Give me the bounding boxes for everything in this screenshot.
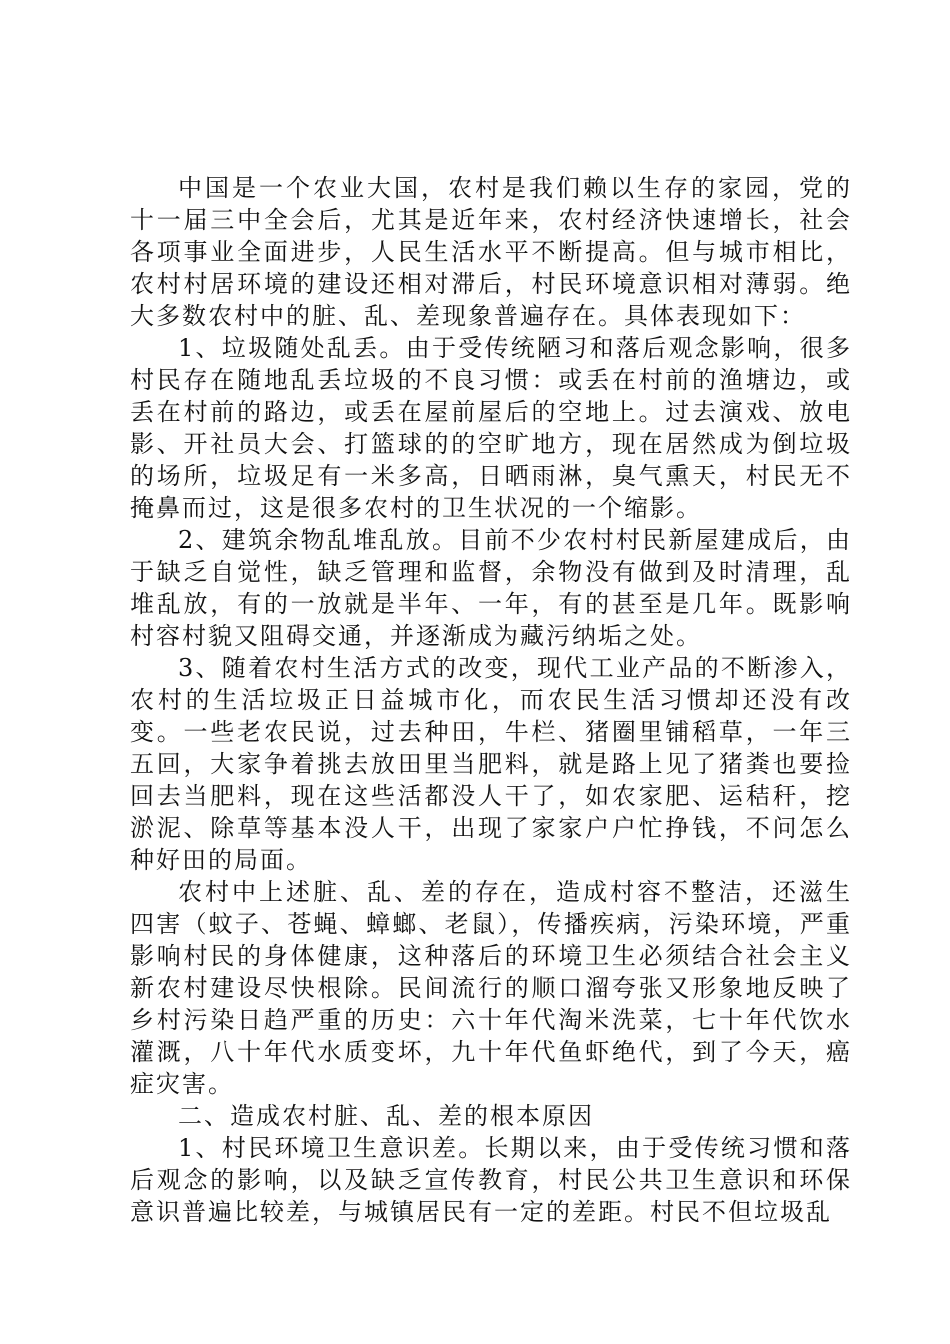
section-heading-root-causes: 二、造成农村脏、乱、差的根本原因 bbox=[178, 1102, 594, 1130]
paragraph-item-2-construction-waste: 2、建筑余物乱堆乱放。目前不少农村村民新屋建成后，由于缺乏自觉性，缺乏管理和监督，余物没有做到及时清理，乱堆乱放，有的一放就是半年、一年，有的甚至是几年。既影响村容村貌又阻碍交通，并逐渐成为藏污纳垢之处。 bbox=[130, 526, 852, 650]
paragraph-consequences: 农村中上述脏、乱、差的存在，造成村容不整洁，还滋生四害（蚊子、苍蝇、蟑螂、老鼠），传播疾病，污染环境，严重影响村民的身体健康，这种落后的环境卫生必须结合社会主义新农村建设尽快根除。民间流行的顺口溜夸张又形象地反映了乡村污染日趋严重的历史：六十年代淘米洗菜，七十年代饮水灌溉，八十年代水质变坏，九十年代鱼虾绝代，到了今天，癌症灾害。 bbox=[130, 878, 852, 1098]
paragraph-item-3-lifestyle-change: 3、随着农村生活方式的改变，现代工业产品的不断渗入，农村的生活垃圾正日益城市化，而农民生活习惯却还没有改变。一些老农民说，过去种田，牛栏、猪圈里铺稻草，一年三五回，大家争着挑去放田里当肥料，就是路上见了猪粪也要捡回去当肥料，现在这些活都没人干了，如农家肥、运秸秆，挖淤泥、除草等基本没人干，出现了家家户户忙挣钱，不问怎么种好田的局面。 bbox=[130, 654, 852, 874]
paragraph-intro: 中国是一个农业大国，农村是我们赖以生存的家园，党的十一届三中全会后，尤其是近年来，农村经济快速增长，社会各项事业全面进步，人民生活水平不断提高。但与城市相比，农村村居环境的建设还相对滞后，村民环境意识相对薄弱。绝大多数农村中的脏、乱、差现象普遍存在。具体表现如下： bbox=[130, 174, 852, 330]
document-body bbox=[130, 172, 852, 1228]
paragraph-item-1-garbage: 1、垃圾随处乱丢。由于受传统陋习和落后观念影响，很多村民存在随地乱丢垃圾的不良习惯：或丢在村前的渔塘边，或丢在村前的路边，或丢在屋前屋后的空地上。过去演戏、放电影、开社员大会、打篮球的的空旷地方，现在居然成为倒垃圾的场所，垃圾足有一米多高，日晒雨淋，臭气熏天，村民无不掩鼻而过，这是很多农村的卫生状况的一个缩影。 bbox=[130, 334, 852, 522]
paragraph-cause-1: 1、村民环境卫生意识差。长期以来，由于受传统习惯和落后观念的影响，以及缺乏宣传教育，村民公共卫生意识和环保意识普遍比较差，与城镇居民有一定的差距。村民不但垃圾乱 bbox=[130, 1134, 852, 1226]
